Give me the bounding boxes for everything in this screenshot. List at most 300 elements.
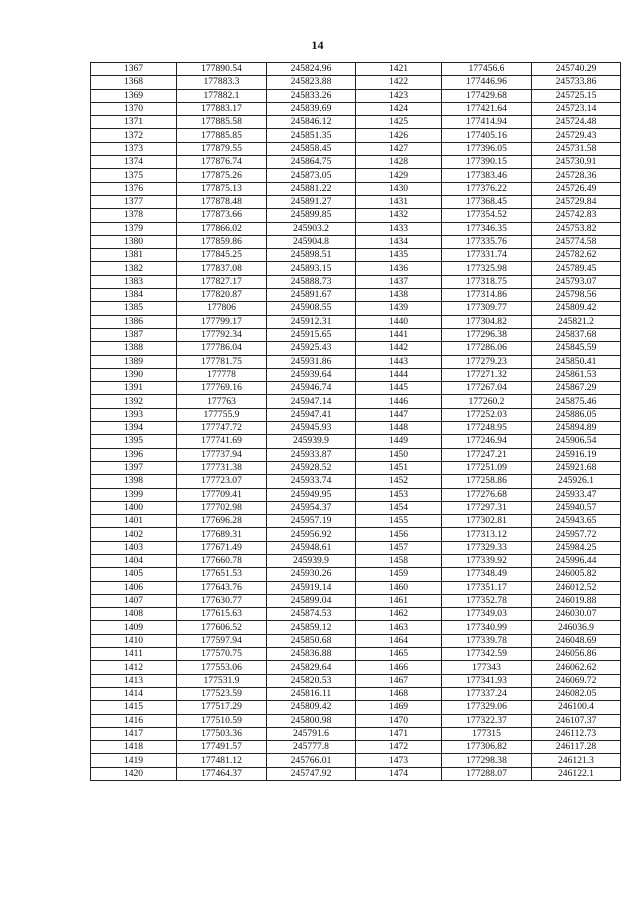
point-number-left: 1400 [91,501,177,514]
x-coordinate-left: 177890.54 [177,63,267,76]
x-coordinate-left: 177885.85 [177,129,267,142]
point-number-left: 1384 [91,289,177,302]
y-coordinate-right: 245867.29 [532,382,621,395]
x-coordinate-right: 177414.94 [442,116,532,129]
x-coordinate-left: 177597.94 [177,634,267,647]
table-row [91,554,621,567]
y-coordinate-left: 245947.41 [267,408,356,421]
point-number-left: 1401 [91,515,177,528]
x-coordinate-left: 177741.69 [177,435,267,448]
x-coordinate-left: 177875.13 [177,182,267,195]
point-number-left: 1404 [91,554,177,567]
point-number-left: 1367 [91,63,177,76]
table-row [91,142,621,155]
x-coordinate-left: 177737.94 [177,448,267,461]
table-row [91,687,621,700]
x-coordinate-left: 177769.16 [177,382,267,395]
x-coordinate-right: 177405.16 [442,129,532,142]
y-coordinate-left: 245930.26 [267,568,356,581]
y-coordinate-left: 245931.86 [267,355,356,368]
x-coordinate-right: 177306.82 [442,741,532,754]
x-coordinate-right: 177271.32 [442,368,532,381]
x-coordinate-right: 177313.12 [442,528,532,541]
y-coordinate-right: 245726.49 [532,182,621,195]
x-coordinate-right: 177329.33 [442,541,532,554]
table-row [91,475,621,488]
table-row [91,661,621,674]
y-coordinate-left: 245864.75 [267,156,356,169]
y-coordinate-right: 245984.25 [532,541,621,554]
point-number-right: 1469 [356,701,442,714]
x-coordinate-left: 177723.07 [177,475,267,488]
table-row [91,448,621,461]
x-coordinate-left: 177651.53 [177,568,267,581]
y-coordinate-left: 245956.92 [267,528,356,541]
table-row [91,528,621,541]
x-coordinate-right: 177342.59 [442,648,532,661]
point-number-right: 1450 [356,448,442,461]
y-coordinate-left: 245888.73 [267,275,356,288]
y-coordinate-left: 245891.27 [267,195,356,208]
point-number-right: 1466 [356,661,442,674]
x-coordinate-left: 177481.12 [177,754,267,767]
coordinates-table [90,62,621,781]
table-row [91,648,621,661]
point-number-right: 1431 [356,195,442,208]
y-coordinate-left: 245800.98 [267,714,356,727]
table-row [91,754,621,767]
y-coordinate-left: 245824.96 [267,63,356,76]
point-number-right: 1452 [356,475,442,488]
point-number-right: 1449 [356,435,442,448]
x-coordinate-right: 177354.52 [442,209,532,222]
y-coordinate-right: 246036.9 [532,621,621,634]
point-number-left: 1379 [91,222,177,235]
point-number-left: 1369 [91,89,177,102]
table-row [91,262,621,275]
x-coordinate-right: 177260.2 [442,395,532,408]
y-coordinate-left: 245899.04 [267,594,356,607]
y-coordinate-right: 245850.41 [532,355,621,368]
x-coordinate-left: 177731.38 [177,461,267,474]
y-coordinate-right: 245730.91 [532,156,621,169]
point-number-right: 1443 [356,355,442,368]
y-coordinate-right: 245916.19 [532,448,621,461]
x-coordinate-left: 177820.87 [177,289,267,302]
x-coordinate-right: 177339.78 [442,634,532,647]
y-coordinate-right: 246082.05 [532,687,621,700]
point-number-left: 1403 [91,541,177,554]
x-coordinate-right: 177318.75 [442,275,532,288]
x-coordinate-left: 177827.17 [177,275,267,288]
y-coordinate-left: 245809.42 [267,701,356,714]
table-row [91,435,621,448]
y-coordinate-left: 245899.85 [267,209,356,222]
point-number-right: 1445 [356,382,442,395]
y-coordinate-left: 245858.45 [267,142,356,155]
point-number-right: 1422 [356,76,442,89]
point-number-right: 1472 [356,741,442,754]
x-coordinate-left: 177517.29 [177,701,267,714]
page-number: 14 [311,38,324,52]
table-row [91,408,621,421]
point-number-right: 1461 [356,594,442,607]
x-coordinate-right: 177286.06 [442,342,532,355]
point-number-right: 1455 [356,515,442,528]
x-coordinate-left: 177553.06 [177,661,267,674]
point-number-left: 1399 [91,488,177,501]
y-coordinate-right: 245894.89 [532,422,621,435]
x-coordinate-right: 177322.37 [442,714,532,727]
point-number-right: 1453 [356,488,442,501]
x-coordinate-left: 177702.98 [177,501,267,514]
y-coordinate-left: 245912.31 [267,315,356,328]
table-row [91,289,621,302]
point-number-right: 1430 [356,182,442,195]
table-row [91,102,621,115]
x-coordinate-right: 177267.04 [442,382,532,395]
table-row [91,169,621,182]
table-row [91,461,621,474]
y-coordinate-right: 245733.86 [532,76,621,89]
x-coordinate-right: 177396.05 [442,142,532,155]
point-number-right: 1457 [356,541,442,554]
table-row [91,235,621,248]
y-coordinate-left: 245859.12 [267,621,356,634]
y-coordinate-left: 245908.55 [267,302,356,315]
table-row [91,674,621,687]
point-number-left: 1419 [91,754,177,767]
x-coordinate-right: 177456.6 [442,63,532,76]
point-number-right: 1447 [356,408,442,421]
point-number-left: 1416 [91,714,177,727]
y-coordinate-right: 246121.3 [532,754,621,767]
y-coordinate-right: 245725.15 [532,89,621,102]
y-coordinate-right: 246122.1 [532,767,621,780]
y-coordinate-right: 246012.52 [532,581,621,594]
point-number-left: 1393 [91,408,177,421]
point-number-right: 1427 [356,142,442,155]
point-number-right: 1421 [356,63,442,76]
x-coordinate-right: 177314.86 [442,289,532,302]
y-coordinate-left: 245766.01 [267,754,356,767]
x-coordinate-right: 177368.45 [442,195,532,208]
y-coordinate-left: 245820.53 [267,674,356,687]
y-coordinate-right: 246048.69 [532,634,621,647]
point-number-left: 1407 [91,594,177,607]
y-coordinate-right: 246112.73 [532,727,621,740]
point-number-right: 1465 [356,648,442,661]
y-coordinate-right: 245943.65 [532,515,621,528]
point-number-right: 1432 [356,209,442,222]
table-row [91,116,621,129]
y-coordinate-left: 245949.95 [267,488,356,501]
point-number-right: 1426 [356,129,442,142]
y-coordinate-left: 245839.69 [267,102,356,115]
y-coordinate-left: 245850.68 [267,634,356,647]
x-coordinate-left: 177570.75 [177,648,267,661]
y-coordinate-left: 245946.74 [267,382,356,395]
x-coordinate-right: 177337.24 [442,687,532,700]
x-coordinate-right: 177339.92 [442,554,532,567]
x-coordinate-left: 177491.57 [177,741,267,754]
y-coordinate-right: 246056.86 [532,648,621,661]
point-number-right: 1456 [356,528,442,541]
table-row [91,315,621,328]
y-coordinate-right: 245837.68 [532,328,621,341]
y-coordinate-left: 245829.64 [267,661,356,674]
point-number-right: 1451 [356,461,442,474]
table-row [91,621,621,634]
x-coordinate-left: 177845.25 [177,249,267,262]
x-coordinate-left: 177643.76 [177,581,267,594]
table-row [91,342,621,355]
x-coordinate-left: 177709.41 [177,488,267,501]
x-coordinate-left: 177671.49 [177,541,267,554]
x-coordinate-right: 177352.78 [442,594,532,607]
point-number-right: 1424 [356,102,442,115]
y-coordinate-left: 245893.15 [267,262,356,275]
point-number-left: 1396 [91,448,177,461]
table-row [91,741,621,754]
x-coordinate-left: 177464.37 [177,767,267,780]
x-coordinate-left: 177866.02 [177,222,267,235]
point-number-right: 1440 [356,315,442,328]
point-number-right: 1471 [356,727,442,740]
point-number-left: 1394 [91,422,177,435]
point-number-left: 1375 [91,169,177,182]
table-row [91,249,621,262]
x-coordinate-right: 177341.93 [442,674,532,687]
table-row [91,209,621,222]
y-coordinate-left: 245945.93 [267,422,356,435]
point-number-right: 1433 [356,222,442,235]
y-coordinate-left: 245954.37 [267,501,356,514]
point-number-left: 1380 [91,235,177,248]
x-coordinate-right: 177329.06 [442,701,532,714]
x-coordinate-right: 177349.03 [442,608,532,621]
y-coordinate-right: 245793.07 [532,275,621,288]
point-number-left: 1374 [91,156,177,169]
table-row [91,395,621,408]
x-coordinate-right: 177309.77 [442,302,532,315]
point-number-left: 1415 [91,701,177,714]
y-coordinate-left: 245933.87 [267,448,356,461]
x-coordinate-right: 177297.31 [442,501,532,514]
point-number-left: 1406 [91,581,177,594]
point-number-left: 1387 [91,328,177,341]
point-number-right: 1462 [356,608,442,621]
point-number-left: 1388 [91,342,177,355]
x-coordinate-left: 177799.17 [177,315,267,328]
y-coordinate-left: 245873.05 [267,169,356,182]
point-number-right: 1446 [356,395,442,408]
point-number-left: 1382 [91,262,177,275]
point-number-right: 1468 [356,687,442,700]
table-row [91,714,621,727]
y-coordinate-right: 245875.46 [532,395,621,408]
table-row [91,195,621,208]
y-coordinate-right: 245753.82 [532,222,621,235]
y-coordinate-left: 245836.88 [267,648,356,661]
table-row [91,581,621,594]
x-coordinate-left: 177510.59 [177,714,267,727]
point-number-left: 1414 [91,687,177,700]
x-coordinate-right: 177246.94 [442,435,532,448]
point-number-left: 1391 [91,382,177,395]
x-coordinate-left: 177875.26 [177,169,267,182]
x-coordinate-left: 177747.72 [177,422,267,435]
point-number-right: 1470 [356,714,442,727]
y-coordinate-left: 245948.61 [267,541,356,554]
x-coordinate-right: 177383.46 [442,169,532,182]
x-coordinate-right: 177346.35 [442,222,532,235]
y-coordinate-left: 245939.64 [267,368,356,381]
x-coordinate-right: 177351.17 [442,581,532,594]
table-row [91,368,621,381]
point-number-right: 1454 [356,501,442,514]
point-number-right: 1448 [356,422,442,435]
x-coordinate-left: 177531.9 [177,674,267,687]
point-number-right: 1463 [356,621,442,634]
table-row [91,701,621,714]
point-number-right: 1441 [356,328,442,341]
point-number-right: 1467 [356,674,442,687]
y-coordinate-left: 245846.12 [267,116,356,129]
y-coordinate-right: 246117.28 [532,741,621,754]
table-row [91,328,621,341]
point-number-right: 1458 [356,554,442,567]
point-number-right: 1474 [356,767,442,780]
x-coordinate-left: 177837.08 [177,262,267,275]
point-number-right: 1460 [356,581,442,594]
x-coordinate-right: 177304.82 [442,315,532,328]
point-number-right: 1437 [356,275,442,288]
y-coordinate-left: 245898.51 [267,249,356,262]
point-number-left: 1373 [91,142,177,155]
point-number-left: 1368 [91,76,177,89]
point-number-left: 1383 [91,275,177,288]
table-row [91,302,621,315]
table-row [91,727,621,740]
x-coordinate-right: 177335.76 [442,235,532,248]
y-coordinate-right: 246019.88 [532,594,621,607]
point-number-left: 1381 [91,249,177,262]
x-coordinate-left: 177523.59 [177,687,267,700]
point-number-left: 1378 [91,209,177,222]
point-number-left: 1372 [91,129,177,142]
x-coordinate-left: 177885.58 [177,116,267,129]
y-coordinate-left: 245777.8 [267,741,356,754]
y-coordinate-left: 245833.26 [267,89,356,102]
y-coordinate-left: 245947.14 [267,395,356,408]
point-number-right: 1435 [356,249,442,262]
point-number-left: 1411 [91,648,177,661]
y-coordinate-right: 245996.44 [532,554,621,567]
y-coordinate-left: 245928.52 [267,461,356,474]
point-number-left: 1405 [91,568,177,581]
y-coordinate-left: 245891.67 [267,289,356,302]
y-coordinate-right: 245933.47 [532,488,621,501]
y-coordinate-right: 245723.14 [532,102,621,115]
y-coordinate-right: 246069.72 [532,674,621,687]
table-row [91,568,621,581]
x-coordinate-right: 177276.68 [442,488,532,501]
y-coordinate-right: 245740.29 [532,63,621,76]
x-coordinate-left: 177781.75 [177,355,267,368]
point-number-left: 1410 [91,634,177,647]
table-row [91,767,621,780]
y-coordinate-right: 245940.57 [532,501,621,514]
x-coordinate-left: 177876.74 [177,156,267,169]
point-number-left: 1390 [91,368,177,381]
y-coordinate-right: 245926.1 [532,475,621,488]
y-coordinate-right: 246005.82 [532,568,621,581]
y-coordinate-left: 245939.9 [267,554,356,567]
table-row [91,63,621,76]
y-coordinate-left: 245925.43 [267,342,356,355]
x-coordinate-right: 177302.81 [442,515,532,528]
table-row [91,182,621,195]
point-number-right: 1442 [356,342,442,355]
x-coordinate-right: 177248.95 [442,422,532,435]
x-coordinate-right: 177376.22 [442,182,532,195]
point-number-left: 1389 [91,355,177,368]
point-number-right: 1434 [356,235,442,248]
point-number-right: 1423 [356,89,442,102]
point-number-right: 1439 [356,302,442,315]
point-number-left: 1417 [91,727,177,740]
point-number-right: 1425 [356,116,442,129]
x-coordinate-left: 177882.1 [177,89,267,102]
table-row [91,594,621,607]
y-coordinate-right: 245728.36 [532,169,621,182]
point-number-right: 1473 [356,754,442,767]
table-row [91,382,621,395]
point-number-left: 1402 [91,528,177,541]
x-coordinate-left: 177778 [177,368,267,381]
x-coordinate-right: 177251.09 [442,461,532,474]
y-coordinate-left: 245933.74 [267,475,356,488]
x-coordinate-left: 177689.31 [177,528,267,541]
y-coordinate-right: 245789.45 [532,262,621,275]
y-coordinate-left: 245747.92 [267,767,356,780]
y-coordinate-left: 245881.22 [267,182,356,195]
x-coordinate-right: 177421.64 [442,102,532,115]
x-coordinate-right: 177315 [442,727,532,740]
x-coordinate-left: 177878.48 [177,195,267,208]
y-coordinate-right: 245729.43 [532,129,621,142]
y-coordinate-right: 245886.05 [532,408,621,421]
x-coordinate-right: 177258.86 [442,475,532,488]
x-coordinate-right: 177340.99 [442,621,532,634]
table-row [91,515,621,528]
y-coordinate-left: 245791.6 [267,727,356,740]
x-coordinate-right: 177343 [442,661,532,674]
y-coordinate-left: 245939.9 [267,435,356,448]
y-coordinate-right: 245921.68 [532,461,621,474]
x-coordinate-right: 177446.96 [442,76,532,89]
x-coordinate-left: 177883.3 [177,76,267,89]
table-row [91,488,621,501]
point-number-right: 1438 [356,289,442,302]
x-coordinate-right: 177288.07 [442,767,532,780]
x-coordinate-left: 177792.34 [177,328,267,341]
y-coordinate-right: 245821.2 [532,315,621,328]
y-coordinate-left: 245919.14 [267,581,356,594]
y-coordinate-right: 246030.07 [532,608,621,621]
x-coordinate-right: 177247.21 [442,448,532,461]
